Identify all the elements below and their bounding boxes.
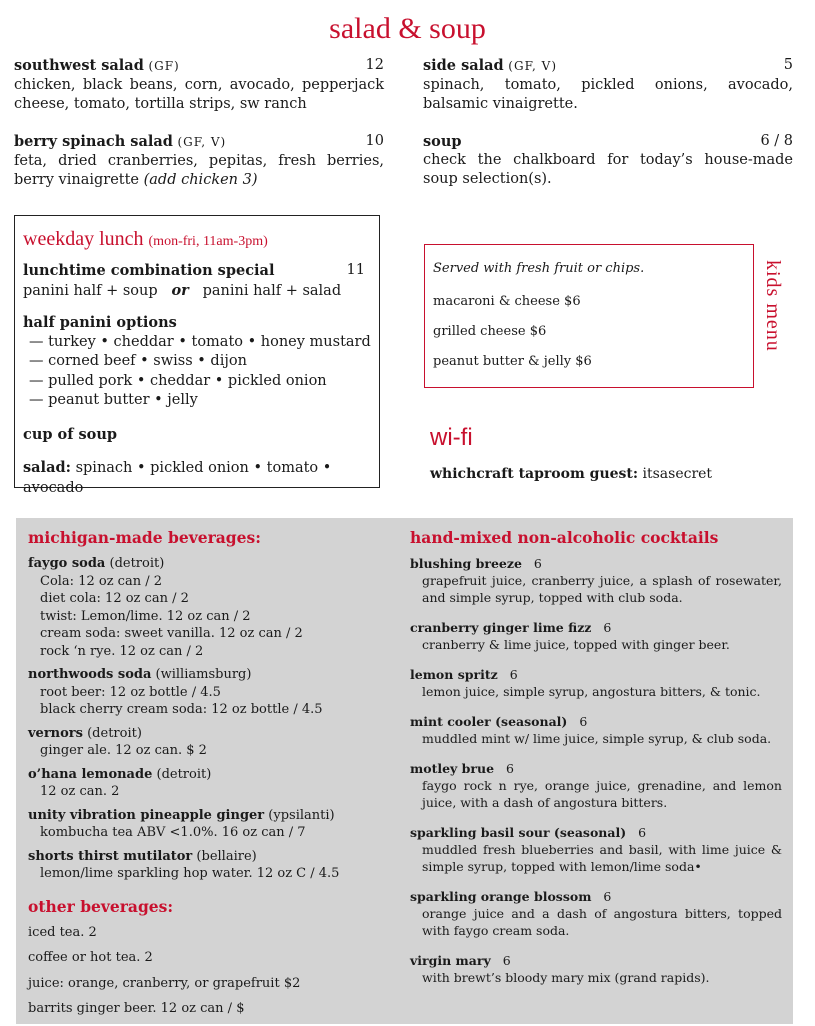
- beverage-group-northwoods: northwoods soda (williamsburg) root beer: 12 oz bottle / 4.5 black cherry cream soda: 12 oz bottle / 4.5: [28, 666, 398, 719]
- beverage-item: diet cola: 12 oz can / 2: [40, 591, 189, 606]
- panini-option: — peanut butter • jelly: [29, 392, 198, 408]
- item-description: spinach, tomato, pickled onions, avocado, balsamic vinaigrette.: [423, 77, 793, 112]
- other-beverage-item: barrits ginger beer. 12 oz can / $: [28, 1001, 245, 1016]
- beverage-group-ohana: o’hana lemonade (detroit) 12 oz can. 2: [28, 766, 398, 801]
- cocktail-item: cranberry ginger lime fizz 6 cranberry & lime juice, topped with ginger beer.: [410, 620, 730, 652]
- item-price: 5: [783, 57, 793, 73]
- weekday-lunch-box: [14, 215, 380, 496]
- item-price: 10: [365, 133, 384, 149]
- wifi-title: wi-fi: [430, 424, 473, 451]
- beverage-group-vernors: vernors (detroit) ginger ale. 12 oz can. $ 2: [28, 725, 398, 760]
- item-description: chicken, black beans, corn, avocado, pepperjack cheese, tomato, tortilla strips, sw ranch: [14, 77, 384, 112]
- kids-menu-box: [424, 244, 754, 388]
- beverages-panel: [16, 518, 793, 1024]
- kids-note: Served with fresh fruit or chips.: [433, 261, 645, 276]
- cocktail-item: blushing breeze 6 grapefruit juice, cranberry juice, a splash of rosewater, and simple syrup, topped with club soda.: [410, 556, 782, 605]
- kids-menu-label: kids menu: [762, 260, 784, 352]
- beverage-item: Cola: 12 oz can / 2: [40, 573, 162, 589]
- item-price: 12: [365, 57, 384, 73]
- cup-of-soup: cup of soup: [23, 425, 118, 443]
- beverage-item: black cherry cream soda: 12 oz bottle / 4.5: [40, 702, 323, 717]
- other-beverage-item: juice: orange, cranberry, or grapefruit $2: [28, 975, 301, 991]
- lunch-salad: salad: spinach • pickled onion • tomato • avocado: [23, 459, 332, 496]
- page-title: salad & soup: [329, 12, 486, 45]
- beverage-item: lemon/lime sparkling hop water. 12 oz C / 4.5: [40, 866, 340, 881]
- panini-option: — turkey • cheddar • tomato • honey mustard: [29, 333, 371, 350]
- menu-item-side-salad: [423, 56, 793, 114]
- panini-option: — pulled pork • cheddar • pickled onion: [29, 372, 327, 389]
- wifi-password: itsasecret: [642, 466, 713, 482]
- item-name: southwest salad: [14, 57, 144, 74]
- combo-options: panini half + soup or panini half + salad: [23, 281, 342, 299]
- kids-item: macaroni & cheese $6: [433, 294, 581, 309]
- cocktail-item: virgin mary 6 with brewt’s bloody mary mix (grand rapids).: [410, 953, 710, 985]
- beverages-column: [28, 528, 398, 1026]
- beverage-group-faygo: faygo soda (detroit) Cola: 12 oz can / 2 diet cola: 12 oz can / 2 twist: Lemon/lime. 12 oz can / 2 cream soda: sweet vanilla. 12 oz can / 2 rock ‘n rye. 12 oz can / 2: [28, 555, 398, 660]
- cocktail-item: lemon spritz 6 lemon juice, simple syrup, angostura bitters, & tonic.: [410, 667, 761, 699]
- lunch-hours: (mon-fri, 11am-3pm): [148, 234, 268, 249]
- other-beverage-item: coffee or hot tea. 2: [28, 950, 153, 965]
- item-price: 6 / 8: [760, 133, 793, 149]
- cocktail-item: sparkling basil sour (seasonal) 6 muddled fresh blueberries and basil, with lime juice & simple syrup, topped with lemon/lime soda•: [410, 825, 782, 874]
- kids-item: grilled cheese $6: [433, 324, 547, 339]
- menu-item-soup: [423, 132, 793, 189]
- wifi-credentials: [430, 466, 712, 482]
- beverage-item: ginger ale. 12 oz can. $ 2: [40, 743, 207, 758]
- wifi-network: whichcraft taproom guest:: [430, 466, 639, 482]
- beverage-item: twist: Lemon/lime. 12 oz can / 2: [40, 608, 251, 624]
- item-description: check the chalkboard for today’s house-made soup selection(s).: [423, 152, 793, 187]
- cocktail-item: sparkling orange blossom 6 orange juice and a dash of angostura bitters, topped with faygo cream soda.: [410, 889, 782, 938]
- beverage-item: cream soda: sweet vanilla. 12 oz can / 2: [40, 626, 303, 641]
- michigan-beverages-title: michigan-made beverages:: [28, 528, 261, 547]
- item-name: side salad: [423, 57, 504, 74]
- cocktails-column: [410, 528, 782, 999]
- beverage-item: 12 oz can. 2: [40, 784, 120, 799]
- kids-item: peanut butter & jelly $6: [433, 354, 592, 369]
- menu-item-berry-spinach-salad: [14, 132, 384, 190]
- combo-price: 11: [346, 262, 365, 278]
- item-name: berry spinach salad: [14, 133, 173, 150]
- item-description: feta, dried cranberries, pepitas, fresh berries, berry vinaigrette: [14, 153, 384, 188]
- other-beverages-title: other beverages:: [28, 896, 174, 916]
- panini-option: — corned beef • swiss • dijon: [29, 353, 247, 369]
- beverage-item: rock ‘n rye. 12 oz can / 2: [40, 643, 204, 659]
- cocktail-item: mint cooler (seasonal) 6 muddled mint w/ lime juice, simple syrup, & club soda.: [410, 714, 772, 746]
- menu-item-southwest-salad: [14, 56, 384, 114]
- cocktails-title: hand-mixed non-alcoholic cocktails: [410, 528, 719, 547]
- item-tag: (GF): [148, 59, 180, 73]
- panini-header: half panini options: [23, 314, 177, 331]
- beverage-group-shorts: shorts thirst mutilator (bellaire) lemon/lime sparkling hop water. 12 oz C / 4.5: [28, 848, 398, 883]
- beverage-item: root beer: 12 oz bottle / 4.5: [40, 684, 221, 700]
- cocktail-item: motley brue 6 faygo rock n rye, orange juice, grenadine, and lemon juice, with a dash of angostura bitters.: [410, 761, 782, 810]
- item-addon: (add chicken 3): [143, 172, 258, 188]
- item-tag: (GF, V): [177, 135, 227, 149]
- beverage-item: kombucha tea ABV <1.0%. 16 oz can / 7: [40, 825, 306, 840]
- combo-name: lunchtime combination special: [23, 262, 275, 279]
- beverage-group-unity: unity vibration pineapple ginger (ypsilanti) kombucha tea ABV <1.0%. 16 oz can / 7: [28, 807, 398, 842]
- lunch-title: weekday lunch: [23, 228, 144, 250]
- other-beverage-item: iced tea. 2: [28, 924, 97, 940]
- item-tag: (GF, V): [508, 59, 557, 73]
- item-name: soup: [423, 133, 462, 150]
